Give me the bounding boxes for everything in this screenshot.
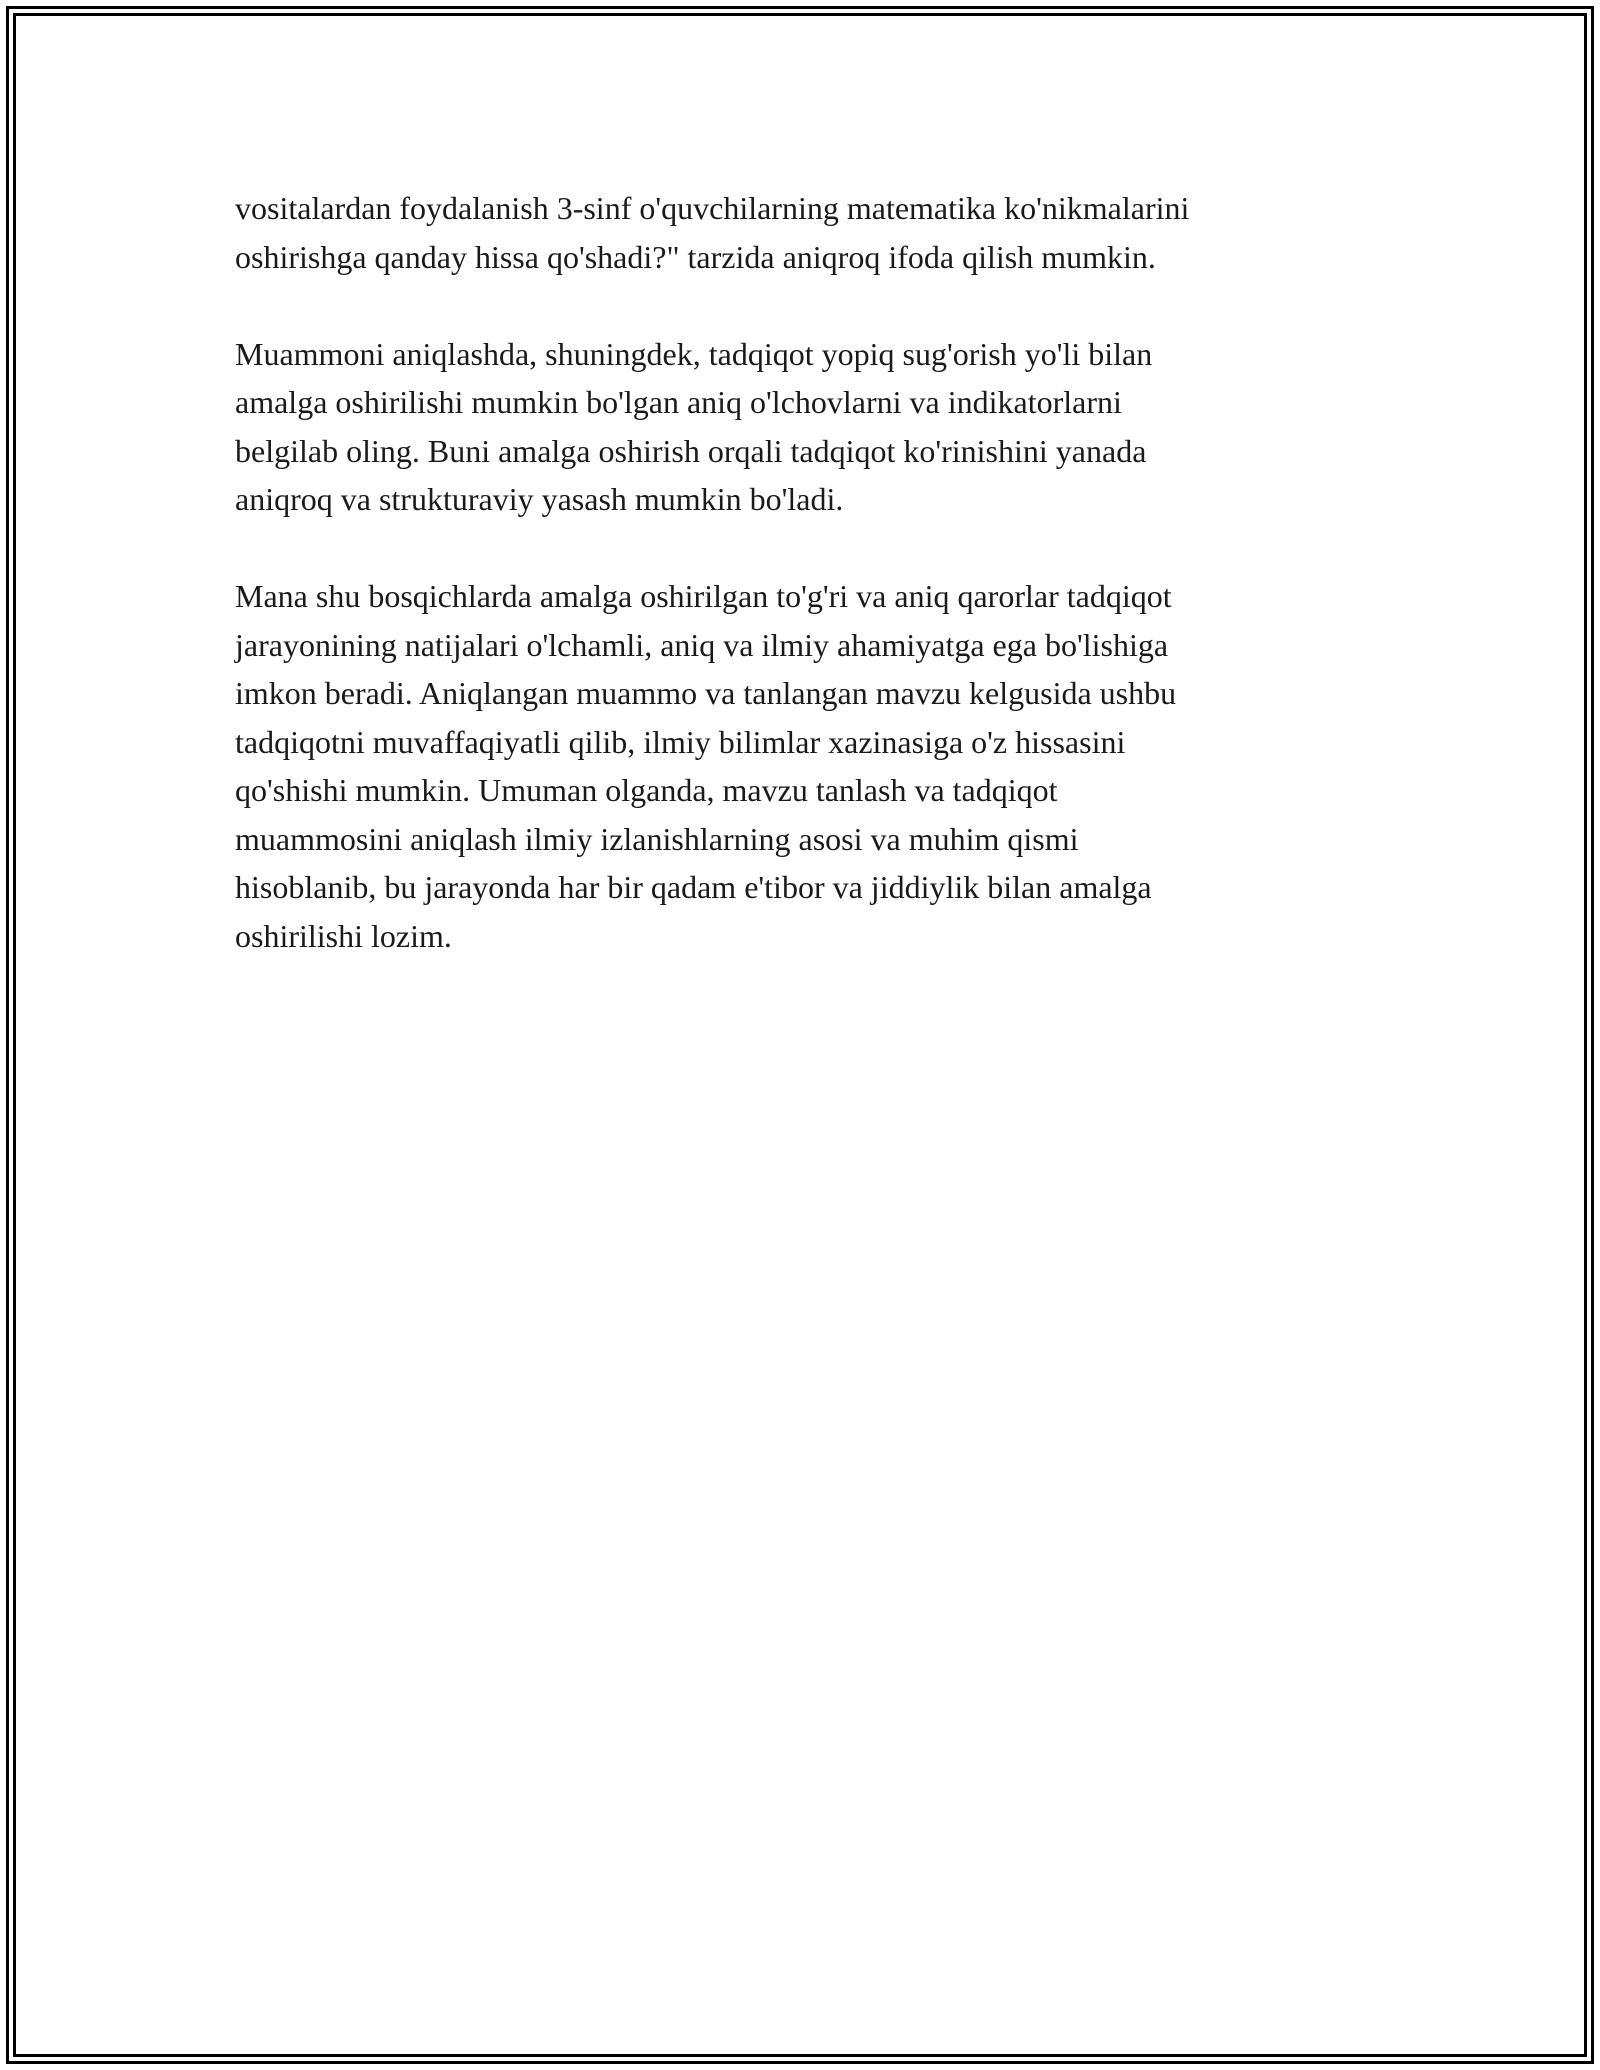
text-line: muammosini aniqlash ilmiy izlanishlarning asosi va muhim qismi xyxy=(235,820,1079,857)
text-line: tadqiqotni muvaffaqiyatli qilib, ilmiy bilimlar xazinasiga o'z hissasini xyxy=(235,723,1126,760)
text-line: Mana shu bosqichlarda amalga oshirilgan to'g'ri va aniq qarorlar tadqiqot xyxy=(235,578,1172,614)
text-line: belgilab oling. Buni amalga oshirish orqali tadqiqot ko'rinishini yanada xyxy=(235,432,1147,469)
text-line: jarayonining natijalari o'lchamli, aniq va ilmiy ahamiyatga ega bo'lishiga xyxy=(235,626,1169,663)
text-line: oshirilishi lozim. xyxy=(235,917,452,954)
paragraph-2 xyxy=(235,330,1365,524)
text-line: Muammoni aniqlashda, shuningdek, tadqiqot yopiq sug'orish yo'li bilan xyxy=(235,335,1153,372)
text-line: imkon beradi. Aniqlangan muammo va tanlangan mavzu kelgusida ushbu xyxy=(235,675,1177,711)
text-line: hisoblanib, bu jarayonda har bir qadam e'tibor va jiddiylik bilan amalga xyxy=(235,869,1152,905)
paragraph-1 xyxy=(235,184,1365,281)
text-line: qo'shishi mumkin. Umuman olganda, mavzu tanlash va tadqiqot xyxy=(235,772,1058,808)
text-line: amalga oshirilishi mumkin bo'lgan aniq o'lchovlarni va indikatorlarni xyxy=(235,384,1122,420)
text-line: aniqroq va strukturaviy yasash mumkin bo'ladi. xyxy=(235,481,844,517)
text-line: oshirishga qanday hissa qo'shadi?" tarzida aniqroq ifoda qilish mumkin. xyxy=(235,238,1156,275)
paragraph-3 xyxy=(235,572,1365,960)
text-line: vositalardan foydalanish 3-sinf o'quvchilarning matematika ko'nikmalarini xyxy=(235,190,1190,226)
document-body xyxy=(235,184,1365,1009)
